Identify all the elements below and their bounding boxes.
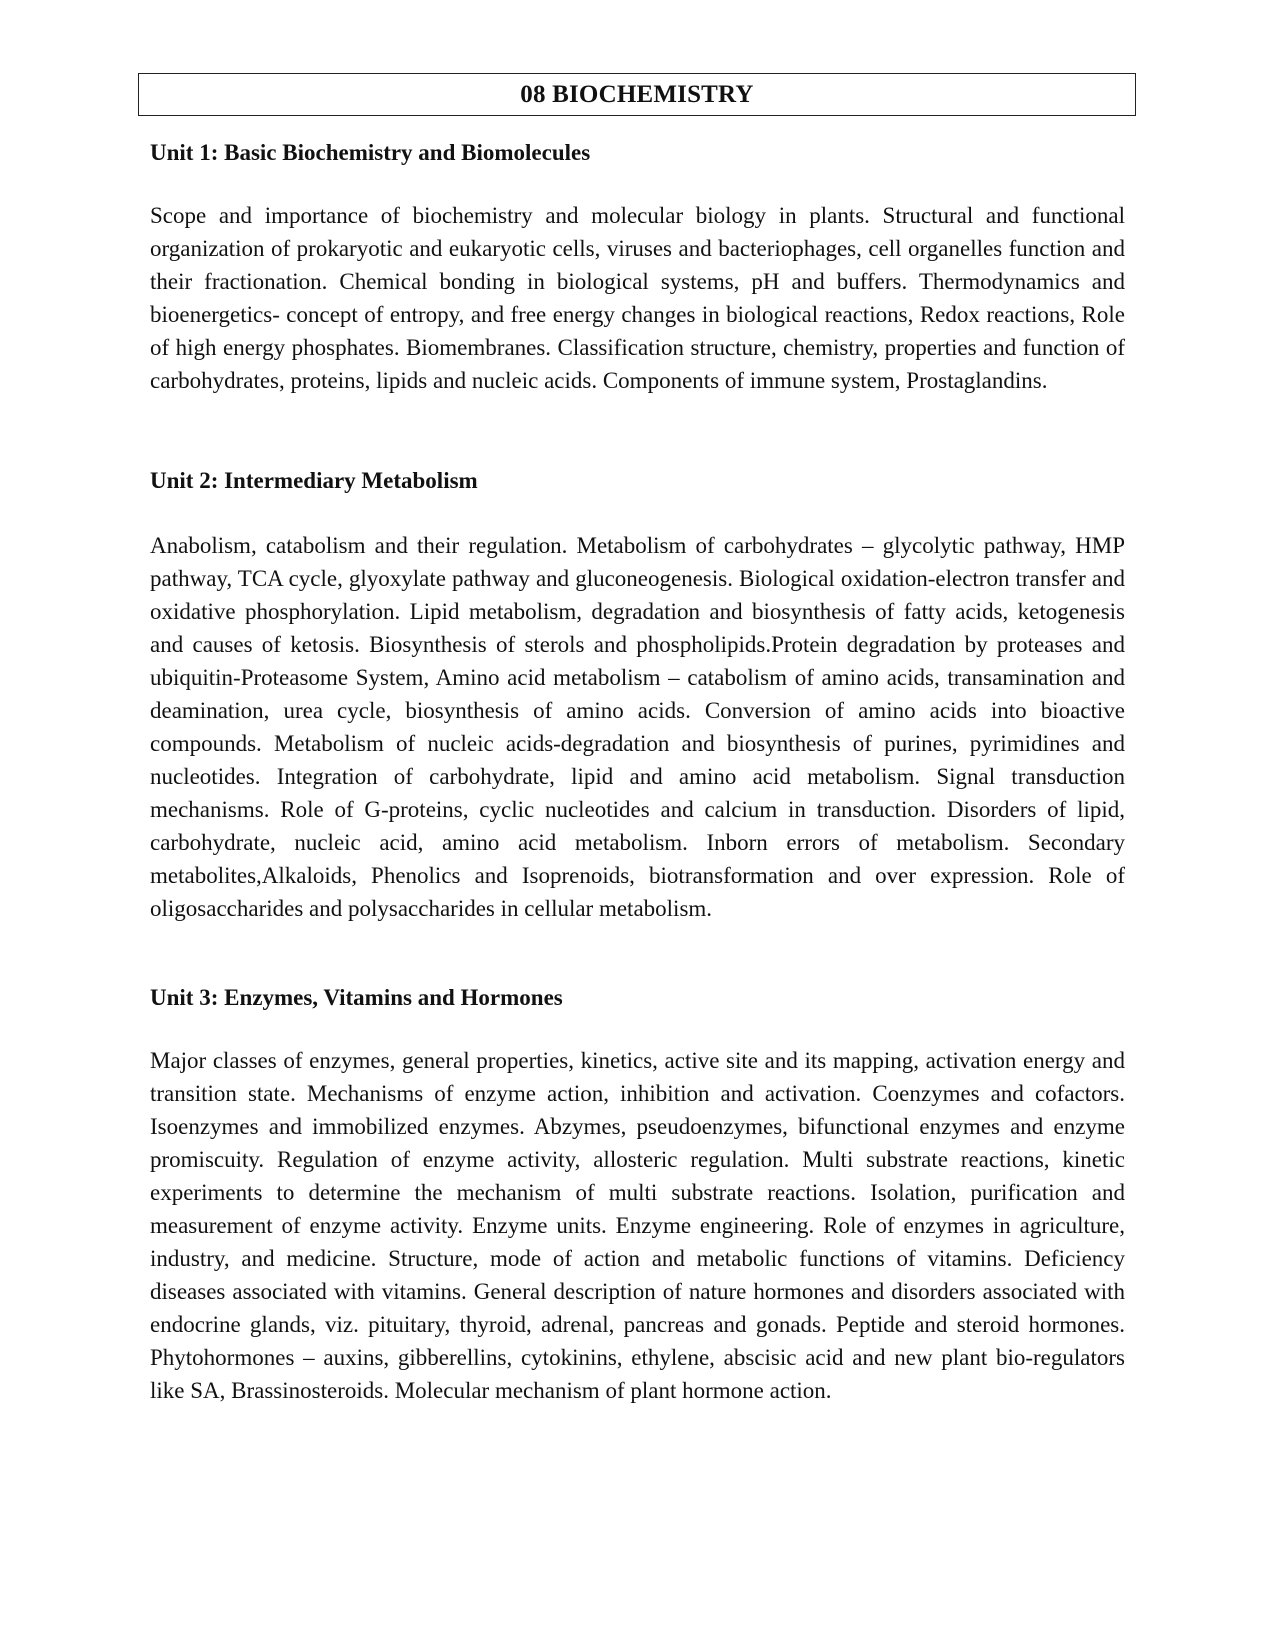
unit-1-heading: Unit 1: Basic Biochemistry and Biomolecules <box>150 140 591 165</box>
title-box <box>138 73 1136 116</box>
unit-1-body: Scope and importance of biochemistry and molecular biology in plants. Structural and functional organization of prokaryotic and eukaryotic cells, viruses and bacteriophages, cell organelles function and their fractionation. Chemical bonding in biological systems, pH and buffers. Thermodynamics and bioenergetics- concept of entropy, and free energy changes in biological reactions, Redox reactions, Role of high energy phosphates. Biomembranes. Classification structure, chemistry, properties and function of carbohydrates, proteins, lipids and nucleic acids. Components of immune system, Prostaglandins. <box>150 203 1125 393</box>
page-title: 08 BIOCHEMISTRY <box>520 80 754 108</box>
unit-3-body: Major classes of enzymes, general properties, kinetics, active site and its mapping, activation energy and transition state. Mechanisms of enzyme action, inhibition and activation. Coenzymes and cofactors. Isoenzymes and immobilized enzymes. Abzymes, pseudoenzymes, bifunctional enzymes and enzyme promiscuity. Regulation of enzyme activity, allosteric regulation. Multi substrate reactions, kinetic experiments to determine the mechanism of multi substrate reactions. Isolation, purification and measurement of enzyme activity. Enzyme units. Enzyme engineering. Role of enzymes in agriculture, industry, and medicine. Structure, mode of action and metabolic functions of vitamins. Deficiency diseases associated with vitamins. General description of nature hormones and disorders associated with endocrine glands, viz. pituitary, thyroid, adrenal, pancreas and gonads. Peptide and steroid hormones. Phytohormones – auxins, gibberellins, cytokinins, ethylene, abscisic acid and new plant bio-regulators like SA, Brassinosteroids. Molecular mechanism of plant hormone action. <box>150 1048 1125 1403</box>
unit-3-heading: Unit 3: Enzymes, Vitamins and Hormones <box>150 985 563 1010</box>
unit-2-body: Anabolism, catabolism and their regulation. Metabolism of carbohydrates – glycolytic pathway, HMP pathway, TCA cycle, glyoxylate pathway and gluconeogenesis. Biological oxidation-electron transfer and oxidative phosphorylation. Lipid metabolism, degradation and biosynthesis of fatty acids, ketogenesis and causes of ketosis. Biosynthesis of sterols and phospholipids.Protein degradation by proteases and ubiquitin-Proteasome System, Amino acid metabolism – catabolism of amino acids, transamination and deamination, urea cycle, biosynthesis of amino acids. Conversion of amino acids into bioactive compounds. Metabolism of nucleic acids-degradation and biosynthesis of purines, pyrimidines and nucleotides. Integration of carbohydrate, lipid and amino acid metabolism. Signal transduction mechanisms. Role of G-proteins, cyclic nucleotides and calcium in transduction. Disorders of lipid, carbohydrate, nucleic acid, amino acid metabolism. Inborn errors of metabolism. Secondary metabolites,Alkaloids, Phenolics and Isoprenoids, biotransformation and over expression. Role of oligosaccharides and polysaccharides in cellular metabolism. <box>150 533 1125 921</box>
unit-2-heading: Unit 2: Intermediary Metabolism <box>150 468 478 493</box>
